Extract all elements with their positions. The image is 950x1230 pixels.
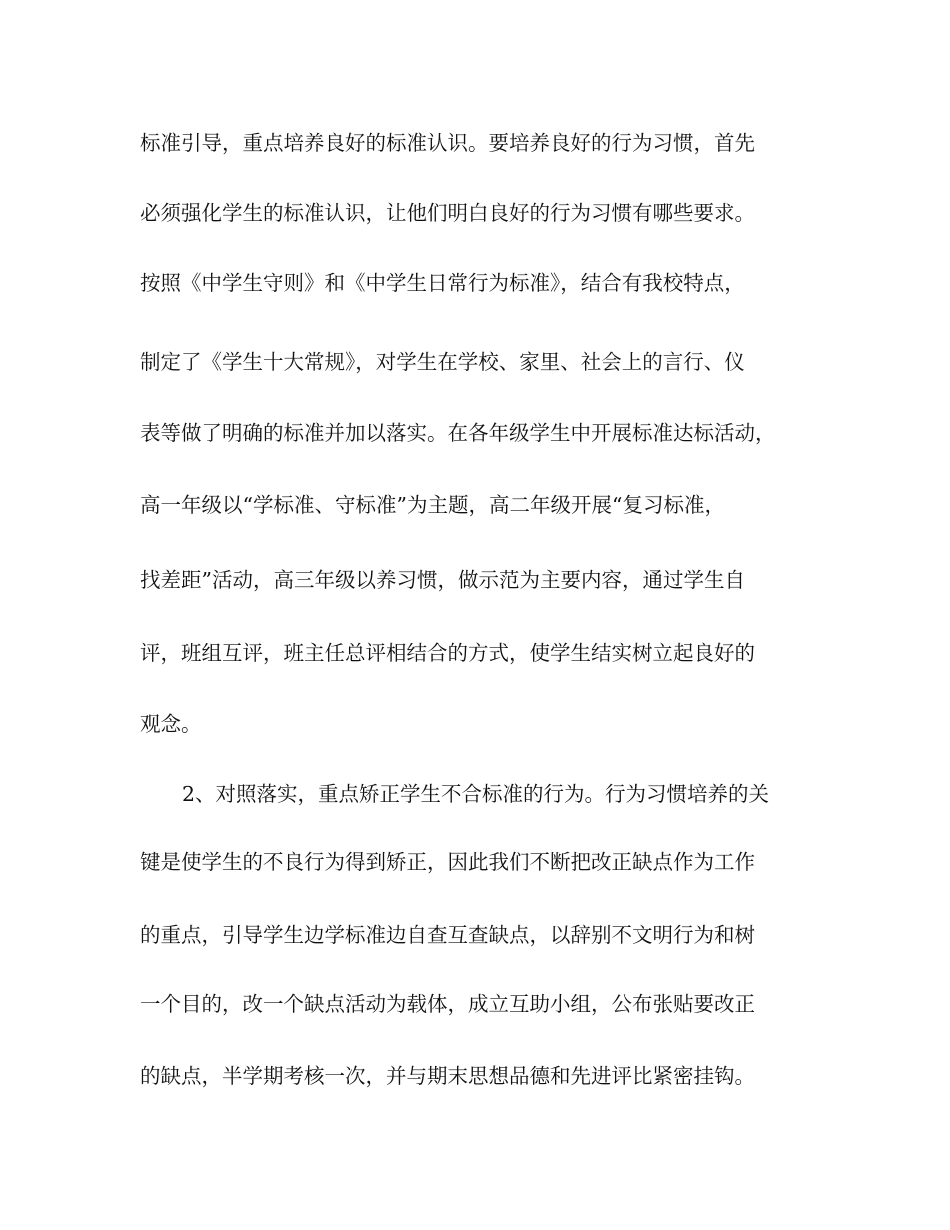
paragraph-line: 必须强化学生的标准认识，让他们明白良好的行为习惯有哪些要求。 [140, 201, 755, 225]
paragraph-line: 高一年级以“学标准、守标准”为主题，高二年级开展“复习标准， [140, 493, 725, 517]
paragraph-line: 一个目的，改一个缺点活动为载体，成立互助小组，公布张贴要改正 [140, 992, 755, 1016]
paragraph-line: 标准引导，重点培养良好的标准认识。要培养良好的行为习惯，首先 [140, 131, 755, 155]
paragraph-line: 观念。 [140, 712, 202, 736]
paragraph-line: 找差距”活动，高三年级以养习惯，做示范为主要内容，通过学生自 [140, 568, 745, 592]
paragraph-line: 制定了《学生十大常规》，对学生在学校、家里、社会上的言行、仪 [140, 350, 745, 374]
paragraph-line: 表等做了明确的标准并加以落实。在各年级学生中开展标准达标活动， [140, 421, 776, 445]
paragraph-line: 的重点，引导学生边学标准边自查互查缺点，以辞别不文明行为和树 [140, 923, 755, 947]
paragraph-line: 按照《中学生守则》和《中学生日常行为标准》，结合有我校特点， [140, 271, 745, 295]
paragraph-line: 评，班组互评，班主任总评相结合的方式，使学生结实树立起良好的 [140, 641, 755, 665]
paragraph-line: 键是使学生的不良行为得到矫正，因此我们不断把改正缺点作为工作 [140, 850, 755, 874]
paragraph-line: 2、对照落实，重点矫正学生不合标准的行为。行为习惯培养的关 [182, 782, 770, 806]
paragraph-line: 的缺点，半学期考核一次，并与期末思想品德和先进评比紧密挂钩。 [140, 1064, 755, 1088]
